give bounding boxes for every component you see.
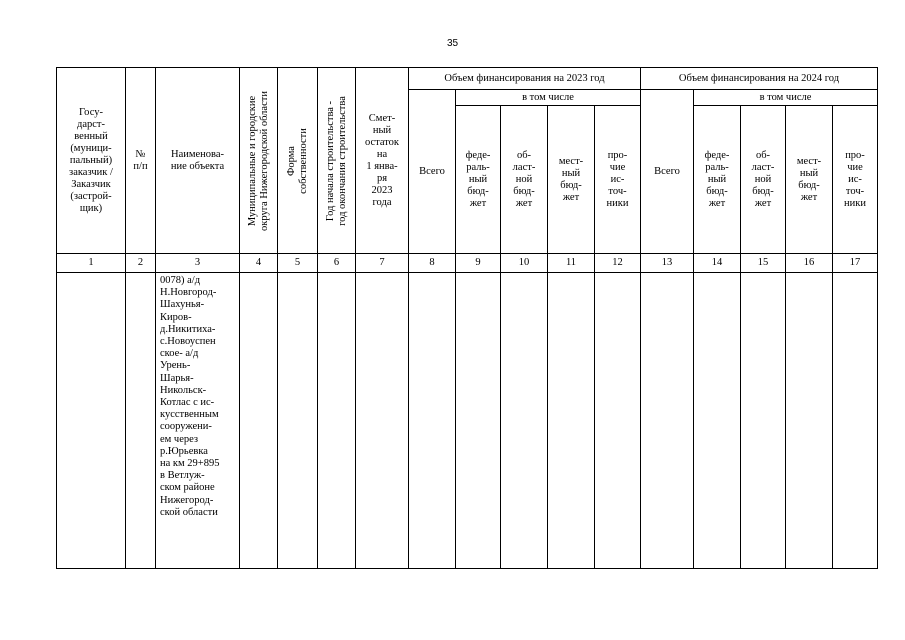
cell-municipality <box>240 273 278 569</box>
header-financing-2023: Объем финансирования на 2023 год <box>409 68 641 90</box>
column-number: 15 <box>741 254 786 273</box>
header-financing-2024: Объем финансирования на 2024 год <box>641 68 878 90</box>
column-number: 8 <box>409 254 456 273</box>
column-number-row <box>57 254 878 273</box>
cell-total-2024 <box>641 273 694 569</box>
header-municipality <box>240 68 278 254</box>
column-number: 3 <box>156 254 240 273</box>
header-other-2024: про- чие ис- точ- ники <box>833 106 878 254</box>
cell-regional-2023 <box>501 273 548 569</box>
column-number: 5 <box>278 254 318 273</box>
header-ownership <box>278 68 318 254</box>
cell-federal-2023 <box>456 273 501 569</box>
cell-other-2024 <box>833 273 878 569</box>
cell-customer <box>57 273 126 569</box>
header-federal-2023: феде- раль- ный бюд- жет <box>456 106 501 254</box>
table-row <box>57 273 878 569</box>
header-number: № п/п <box>126 68 156 254</box>
cell-estimate-balance <box>356 273 409 569</box>
header-regional-2024: об- ласт- ной бюд- жет <box>741 106 786 254</box>
column-number: 11 <box>548 254 595 273</box>
header-local-2024: мест- ный бюд- жет <box>786 106 833 254</box>
page-number: 35 <box>446 38 459 49</box>
column-number: 7 <box>356 254 409 273</box>
column-number: 14 <box>694 254 741 273</box>
header-federal-2024: феде- раль- ный бюд- жет <box>694 106 741 254</box>
cell-local-2023 <box>548 273 595 569</box>
cell-object-name: 0078) а/д Н.Новгород- Шахунья- Киров- д.Никитиха- с.Новоуспен ское- а/д Урень- Шарья- Никольск- Котлас с ис- кусственным сооружени- ем через р.Юрьевка на км 29+895 в Ветлуж- ском районе Нижегород- ской области <box>156 273 240 569</box>
header-local-2023: мест- ный бюд- жет <box>548 106 595 254</box>
cell-number <box>126 273 156 569</box>
column-number: 16 <box>786 254 833 273</box>
cell-local-2024 <box>786 273 833 569</box>
header-regional-2023: об- ласт- ной бюд- жет <box>501 106 548 254</box>
column-number: 17 <box>833 254 878 273</box>
header-municipality-text: Муниципальные и городские округа Нижегородской области <box>246 90 270 231</box>
header-object-name: Наименова- ние объекта <box>156 68 240 254</box>
header-construction-years <box>318 68 356 254</box>
column-number: 2 <box>126 254 156 273</box>
cell-regional-2024 <box>741 273 786 569</box>
cell-other-2023 <box>595 273 641 569</box>
column-number: 13 <box>641 254 694 273</box>
header-other-2023: про- чие ис- точ- ники <box>595 106 641 254</box>
header-customer: Госу- дарст- венный (муници- пальный) заказчик / Заказчик (застрой- щик) <box>57 68 126 254</box>
header-total-2024: Всего <box>641 90 694 254</box>
cell-construction-years <box>318 273 356 569</box>
header-total-2023: Всего <box>409 90 456 254</box>
column-number: 10 <box>501 254 548 273</box>
cell-total-2023 <box>409 273 456 569</box>
column-number: 6 <box>318 254 356 273</box>
financing-table <box>56 67 878 569</box>
header-construction-years-text: Год начала строительства - год окончания строительства <box>324 95 348 226</box>
cell-federal-2024 <box>694 273 741 569</box>
column-number: 9 <box>456 254 501 273</box>
cell-ownership <box>278 273 318 569</box>
header-including-2023: в том числе <box>456 90 641 106</box>
header-estimate-balance: Смет- ный остаток на 1 янва- ря 2023 года <box>356 68 409 254</box>
column-number: 12 <box>595 254 641 273</box>
column-number: 4 <box>240 254 278 273</box>
column-number: 1 <box>57 254 126 273</box>
header-ownership-text: Форма собственности <box>285 127 309 194</box>
header-including-2024: в том числе <box>694 90 878 106</box>
